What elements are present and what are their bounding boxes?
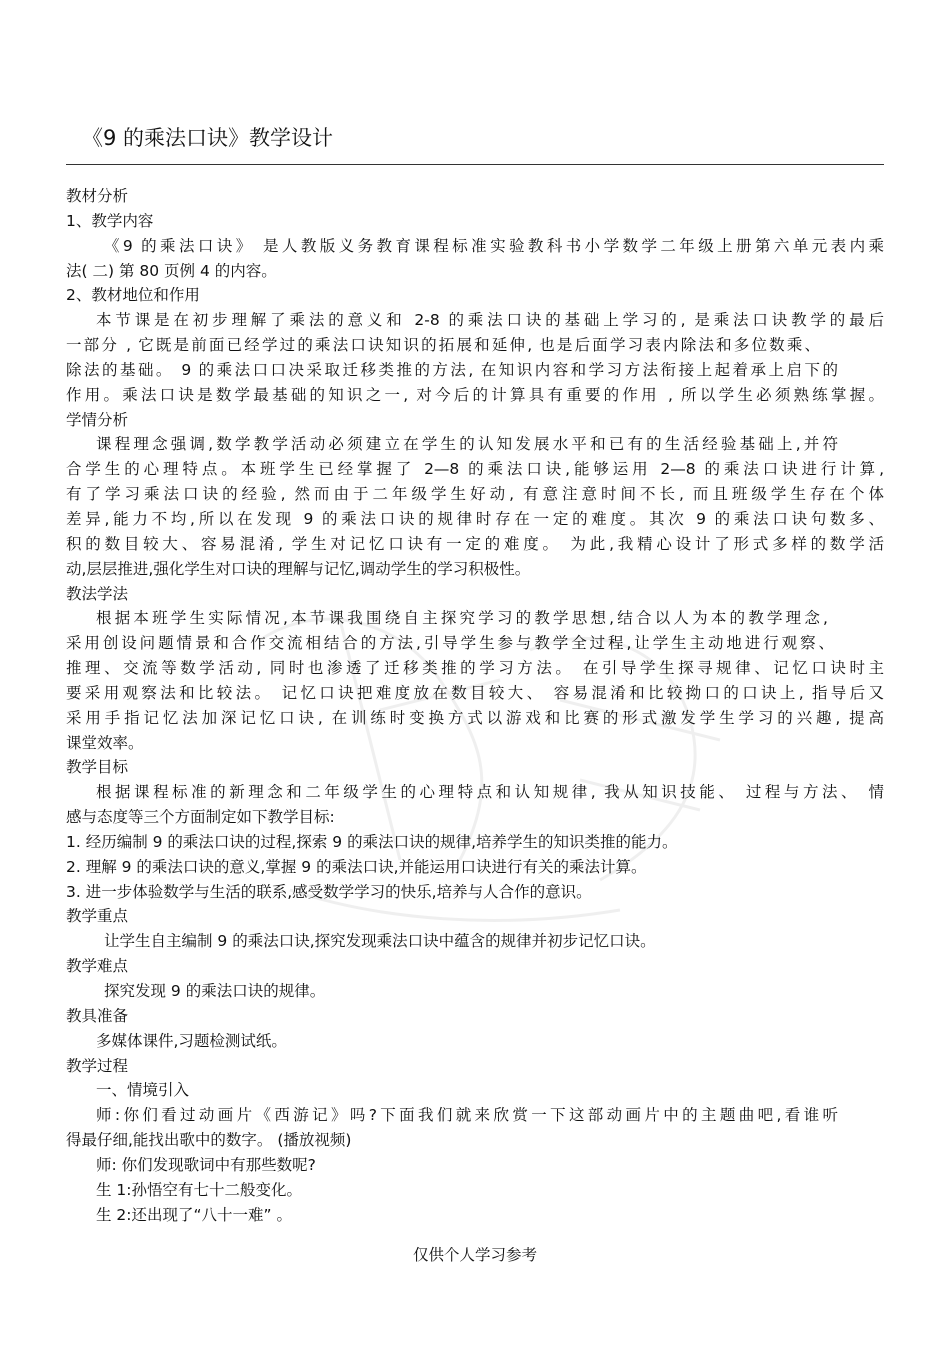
paragraph-line: 有了学习乘法口诀的经验, 然而由于二年级学生好动, 有意注意时间不长, 而且班级学生存在个体: [66, 485, 884, 504]
subsection-heading: 2、教材地位和作用: [66, 286, 200, 305]
paragraph-line: 动,层层推进,强化学生对口诀的理解与记忆,调动学生的学习积极性。: [66, 559, 531, 578]
document-title: 《9 的乘法口诀》教学设计: [82, 126, 334, 150]
section-heading: 教具准备: [66, 1006, 129, 1025]
paragraph-line: 感与态度等三个方面制定如下教学目标:: [66, 808, 335, 827]
section-heading: 学情分析: [66, 410, 129, 429]
dialogue-line: 生 1:孙悟空有七十二般变化。: [96, 1180, 303, 1199]
paragraph-line: 根据课程标准的新理念和二年级学生的心理特点和认知规律, 我从知识技能、 过程与方法、 情: [96, 783, 884, 802]
paragraph-line: 采用手指记忆法加深记忆口诀, 在训练时变换方式以游戏和比赛的形式激发学生学习的兴趣, 提高: [66, 708, 884, 727]
paragraph-line: 课堂效率。: [66, 733, 144, 752]
paragraph-line: 本节课是在初步理解了乘法的意义和 2-8 的乘法口诀的基础上学习的, 是乘法口诀教学的最后: [96, 311, 884, 330]
document-body: [66, 184, 884, 1227]
goal-item: 2. 理解 9 的乘法口诀的意义,掌握 9 的乘法口诀,并能运用口诀进行有关的乘法计算。: [66, 857, 647, 876]
section-heading: 教学目标: [66, 758, 129, 777]
section-heading: 教学重点: [66, 907, 129, 926]
paragraph-line: 要采用观察法和比较法。 记忆口诀把难度放在数目较大、 容易混淆和比较拗口的口诀上, 指导后又: [66, 683, 884, 702]
paragraph-line: 根据本班学生实际情况,本节课我围绕自主探究学习的教学思想,结合以人为本的教学理念,: [96, 609, 828, 628]
paragraph-line: 课程理念强调,数学教学活动必须建立在学生的认知发展水平和已有的生活经验基础上,并符: [96, 435, 838, 454]
paragraph-line: 推理、交流等数学活动, 同时也渗透了迁移类推的学习方法。 在引导学生探寻规律、记忆口诀时主: [66, 659, 884, 678]
paragraph-line: 合学生的心理特点。本班学生已经掌握了 2—8 的乘法口诀,能够运用 2—8 的乘法口诀进行计算,: [66, 460, 884, 479]
paragraph-line: 法( 二) 第 80 页例 4 的内容。: [66, 261, 277, 280]
section-heading: 教学难点: [66, 957, 129, 976]
paragraph-line: 让学生自主编制 9 的乘法口诀,探究发现乘法口诀中蕴含的规律并初步记忆口诀。: [104, 932, 656, 951]
goal-item: 1. 经历编制 9 的乘法口诀的过程,探索 9 的乘法口诀的规律,培养学生的知识类推的能力。: [66, 832, 678, 851]
paragraph-line: 采用创设问题情景和合作交流相结合的方法,引导学生参与教学全过程,让学生主动地进行观察、: [66, 634, 834, 653]
section-heading: 教法学法: [66, 584, 129, 603]
paragraph-line: 一部分 , 它既是前面已经学过的乘法口诀知识的拓展和延伸, 也是后面学习表内除法和多位数乘、: [66, 336, 820, 355]
paragraph-line: 差异,能力不均,所以在发现 9 的乘法口诀的规律时存在一定的难度。其次 9 的乘法口诀句数多、: [66, 509, 884, 528]
section-heading: 教材分析: [66, 187, 129, 205]
subsection-heading: 一、情境引入: [96, 1081, 190, 1100]
dialogue-line: 得最仔细,能找出歌中的数字。 (播放视频): [66, 1131, 352, 1150]
section-heading: 教学过程: [66, 1056, 129, 1075]
paragraph-line: 积的数目较大、容易混淆, 学生对记忆口诀有一定的难度。 为此,我精心设计了形式多样的数学活: [66, 534, 884, 553]
paragraph-line: 探究发现 9 的乘法口诀的规律。: [104, 982, 326, 1000]
goal-item: 3. 进一步体验数学与生活的联系,感受数学学习的快乐,培养与人合作的意识。: [66, 882, 592, 901]
paragraph-line: 多媒体课件,习题检测试纸。: [96, 1031, 287, 1050]
dialogue-line: 师: 你们发现歌词中有那些数呢?: [96, 1155, 316, 1174]
paragraph-line: 《9 的乘法口诀》 是人教版义务教育课程标准实验教科书小学数学二年级上册第六单元表内乘: [104, 236, 884, 255]
dialogue-line: 师:你们看过动画片《西游记》吗?下面我们就来欣赏一下这部动画片中的主题曲吧,看谁听: [96, 1106, 838, 1125]
title-divider: [66, 164, 884, 165]
paragraph-line: 作用。乘法口诀是数学最基础的知识之一, 对今后的计算具有重要的作用 , 所以学生必须熟练掌握。: [66, 385, 884, 404]
dialogue-line: 生 2:还出现了“八十一难” 。: [96, 1205, 292, 1224]
paragraph-line: 除法的基础。 9 的乘法口口决采取迁移类推的方法, 在知识内容和学习方法衔接上起着承上启下的: [66, 360, 838, 379]
page-footer: 仅供个人学习参考: [412, 1246, 537, 1264]
subsection-heading: 1、教学内容: [66, 211, 154, 230]
